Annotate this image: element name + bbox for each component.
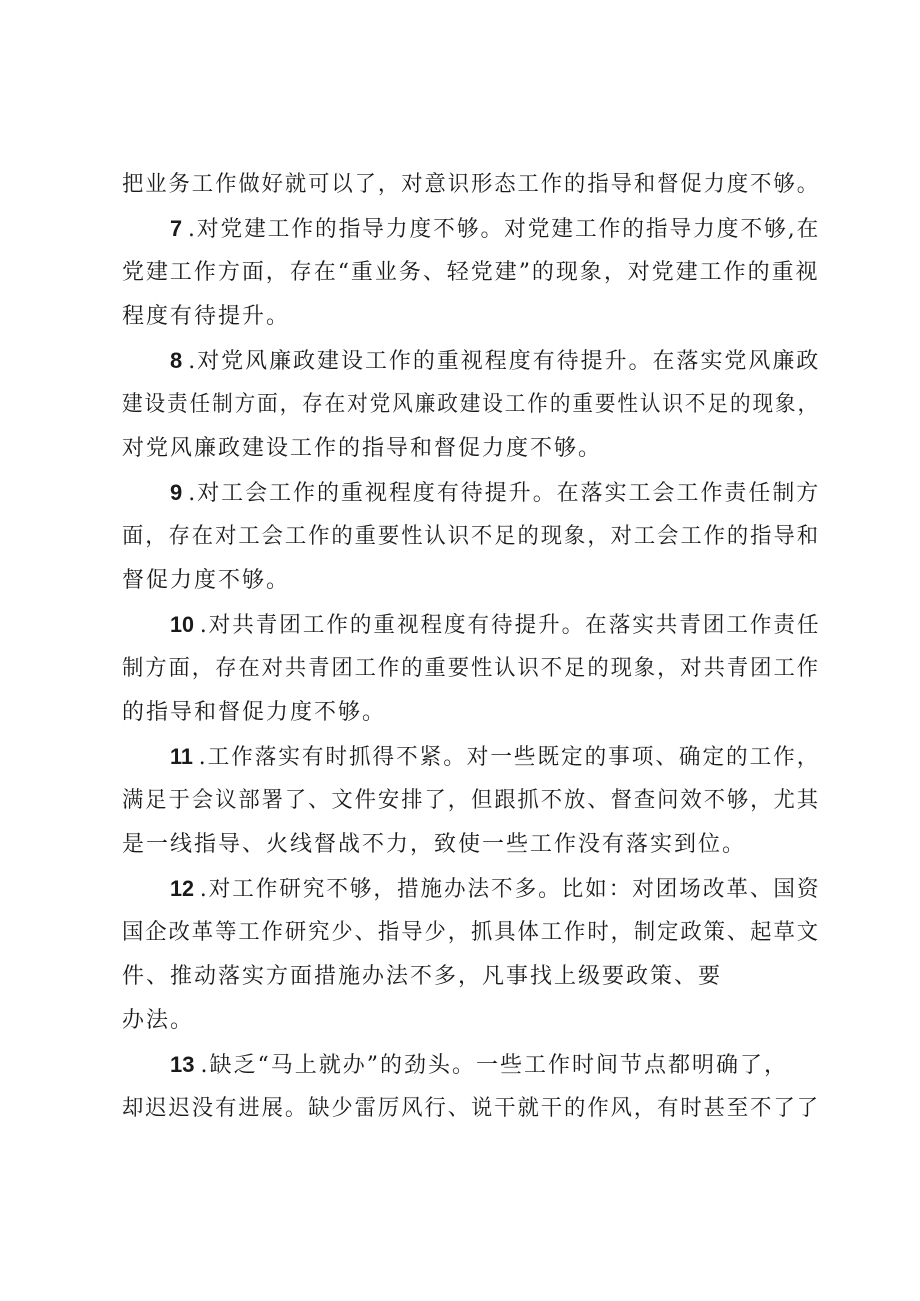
text-line	[122, 436, 602, 462]
numbered-item	[170, 876, 820, 903]
numbered-item	[170, 744, 820, 771]
line-text: 件、推动落实方面措施办法不多，凡事找上级要政策、要	[122, 964, 723, 989]
line-text: 督促力度不够。	[122, 568, 291, 593]
line-text: 的指导和督促力度不够。	[122, 700, 387, 725]
line-text: 对党风廉政建设工作的指导和督促力度不够。	[122, 436, 603, 461]
numbered-item	[170, 348, 820, 375]
item-number: 7	[170, 216, 183, 241]
line-text: 党建工作方面，存在“重业务、轻党建”的现象，对党建工作的重视	[122, 260, 820, 285]
line-text: 却迟迟没有进展。缺少雷厉风行、说干就干的作风，有时甚至不了了	[122, 1096, 820, 1121]
item-number: 9	[170, 480, 183, 505]
line-text: 建设责任制方面，存在对党风廉政建设工作的重要性认识不足的现象，	[122, 392, 821, 417]
line-text: 国企改革等工作研究少、指导少，抓具体工作时，制定政策、起草文	[122, 920, 820, 945]
text-line	[122, 172, 820, 198]
item-number: 8	[170, 348, 183, 373]
line-text: 把业务工作做好就可以了，对意识形态工作的指导和督促力度不够。	[122, 172, 820, 197]
item-number: 12	[170, 876, 195, 901]
text-line	[122, 260, 820, 286]
line-text: 制方面，存在对共青团工作的重要性认识不足的现象，对共青团工作	[122, 656, 820, 681]
numbered-item	[170, 216, 820, 243]
line-text: 办法。	[122, 1008, 195, 1033]
line-text: .对党建工作的指导力度不够。对党建工作的指导力度不够,在	[187, 217, 821, 242]
text-line	[122, 1008, 194, 1034]
line-text: 是一线指导、火线督战不力，致使一些工作没有落实到位。	[122, 832, 747, 857]
line-text: 面，存在对工会工作的重要性认识不足的现象，对工会工作的指导和	[122, 524, 820, 549]
numbered-item	[170, 612, 820, 639]
line-text: .对共青团工作的重视程度有待提升。在落实共青团工作责任	[199, 613, 821, 638]
item-number: 13	[170, 1052, 195, 1077]
text-line	[122, 304, 290, 330]
text-line	[122, 920, 820, 946]
line-text: .工作落实有时抓得不紧。对一些既定的事项、确定的工作，	[198, 745, 821, 770]
numbered-item	[170, 1052, 788, 1079]
item-number: 10	[170, 612, 195, 637]
text-line	[122, 1096, 820, 1122]
item-number: 11	[170, 744, 193, 769]
line-text: 满足于会议部署了、文件安排了，但跟抓不放、督查问效不够，尤其	[122, 788, 820, 813]
line-text: .缺乏“马上就办”的劲头。一些工作时间节点都明确了，	[200, 1053, 788, 1078]
text-line	[122, 788, 820, 814]
text-line	[122, 964, 722, 990]
text-line	[122, 700, 386, 726]
text-line	[122, 656, 820, 682]
line-text: 程度有待提升。	[122, 304, 291, 329]
text-line	[122, 832, 746, 858]
line-text: .对工作研究不够，措施办法不多。比如：对团场改革、国资	[199, 877, 821, 902]
text-line	[122, 392, 820, 418]
line-text: .对党风廉政建设工作的重视程度有待提升。在落实党风廉政	[188, 349, 821, 374]
numbered-item	[170, 480, 820, 507]
text-line	[122, 524, 820, 550]
text-line	[122, 568, 290, 594]
line-text: .对工会工作的重视程度有待提升。在落实工会工作责任制方	[188, 481, 821, 506]
